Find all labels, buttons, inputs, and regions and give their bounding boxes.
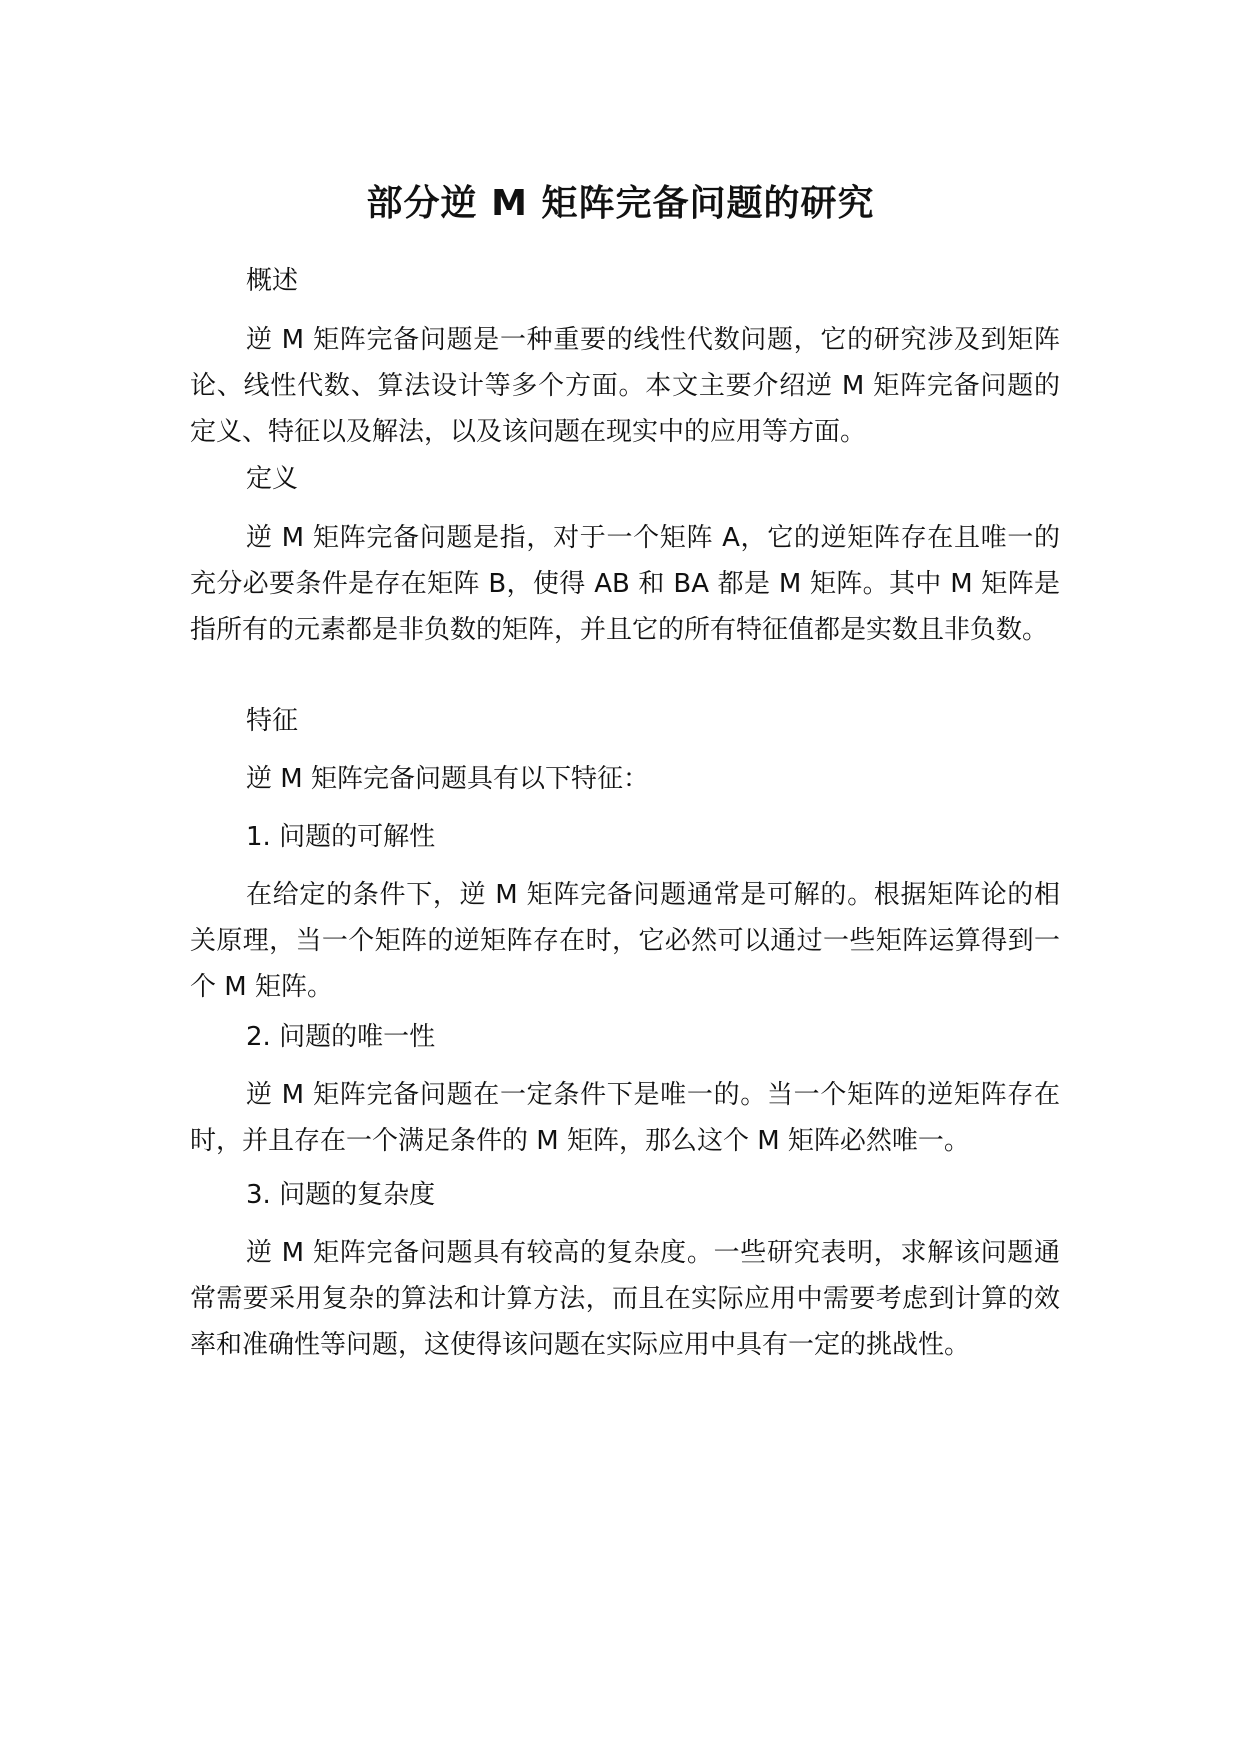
overview-heading: 概述 (246, 266, 299, 296)
definition-paragraph: 逆 M 矩阵完备问题是指，对于一个矩阵 A，它的逆矩阵存在且唯一的充分必要条件是存在矩阵 B，使得 AB 和 BA 都是 M 矩阵。其中 M 矩阵是指所有的元素都是非负数的矩阵，并且它的所有特征值都是实数且非负数。 (190, 523, 1060, 645)
feature2-paragraph: 逆 M 矩阵完备问题在一定条件下是唯一的。当一个矩阵的逆矩阵存在时，并且存在一个满足条件的 M 矩阵，那么这个 M 矩阵必然唯一。 (190, 1080, 1060, 1156)
overview-paragraph: 逆 M 矩阵完备问题是一种重要的线性代数问题，它的研究涉及到矩阵论、线性代数、算法设计等多个方面。本文主要介绍逆 M 矩阵完备问题的定义、特征以及解法，以及该问题在现实中的应用等方面。 (190, 325, 1060, 447)
document-title: 部分逆 M 矩阵完备问题的研究 (366, 183, 875, 224)
feature3-paragraph: 逆 M 矩阵完备问题具有较高的复杂度。一些研究表明，求解该问题通常需要采用复杂的算法和计算方法，而且在实际应用中需要考虑到计算的效率和准确性等问题，这使得该问题在实际应用中具有一定的挑战性。 (190, 1238, 1060, 1360)
feature1-heading: 1. 问题的可解性 (246, 822, 436, 852)
feature2-heading: 2. 问题的唯一性 (246, 1022, 436, 1052)
features-heading: 特征 (246, 706, 299, 736)
definition-heading: 定义 (246, 464, 299, 494)
feature1-paragraph: 在给定的条件下，逆 M 矩阵完备问题通常是可解的。根据矩阵论的相关原理，当一个矩阵的逆矩阵存在时，它必然可以通过一些矩阵运算得到一个 M 矩阵。 (190, 880, 1060, 1002)
feature3-heading: 3. 问题的复杂度 (246, 1180, 436, 1210)
features-intro: 逆 M 矩阵完备问题具有以下特征： (246, 764, 649, 794)
